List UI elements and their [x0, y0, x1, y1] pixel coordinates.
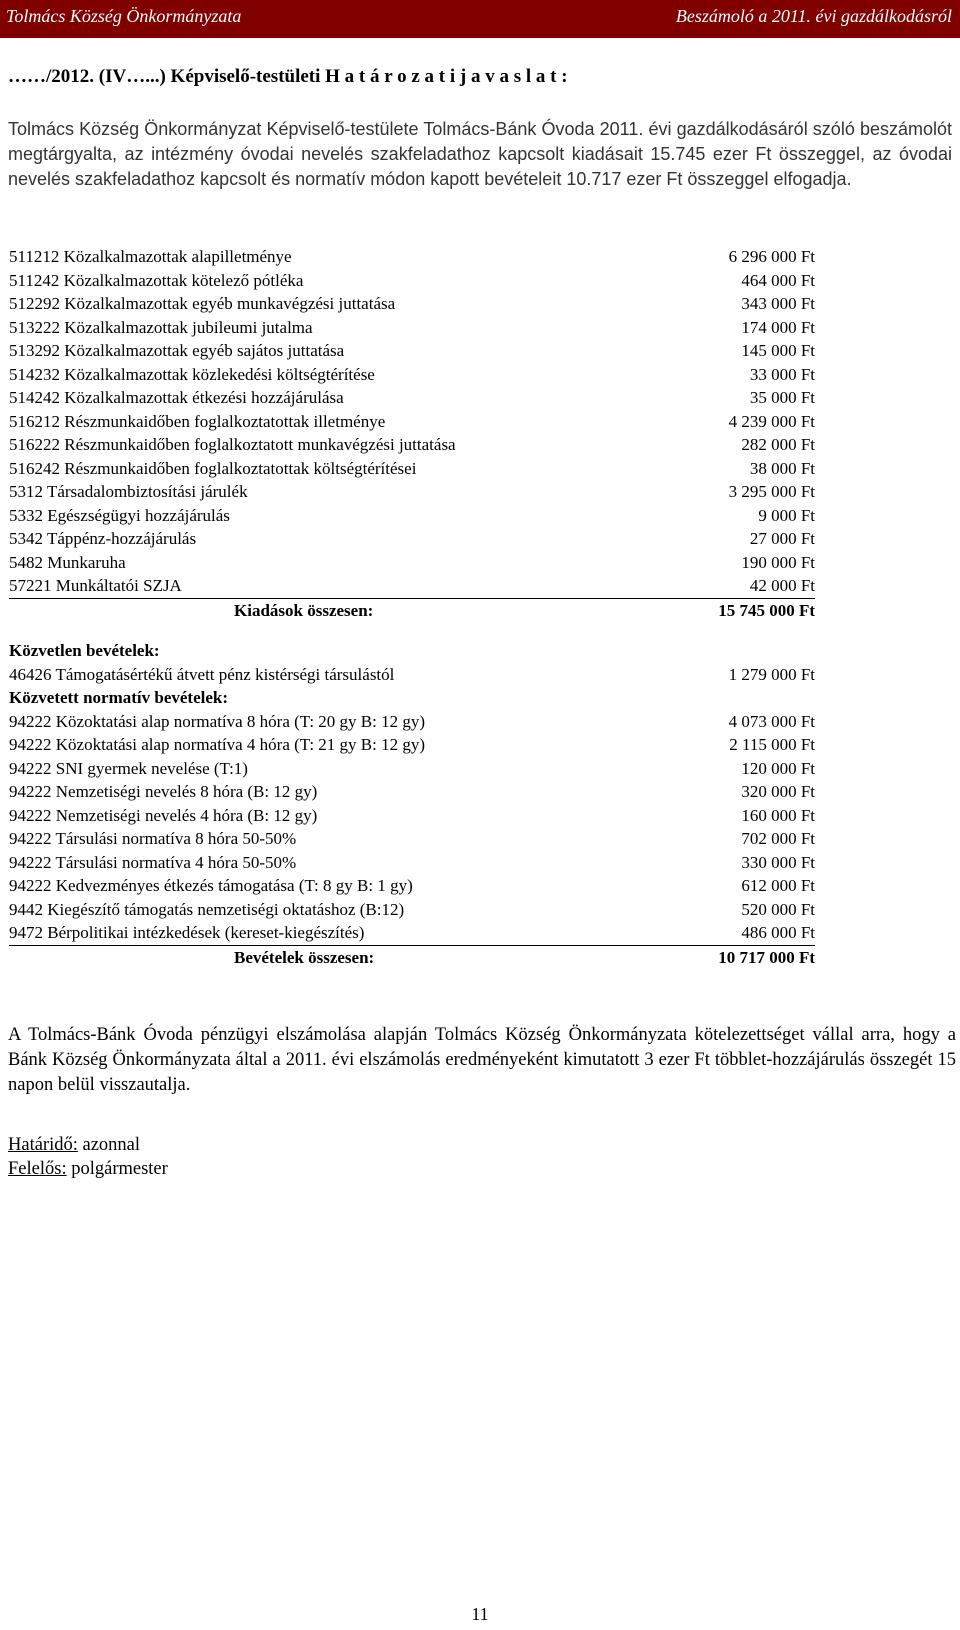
table-row [9, 827, 815, 851]
resolution-intro: Tolmács Község Önkormányzat Képviselő-testülete Tolmács-Bánk Óvoda 2011. évi gazdálkodásáról szóló beszámolót megtárgyalta, az intézmény óvodai nevelés szakfeladathoz kapcsolt kiadásait 15.745 ezer Ft összeggel, az óvodai nevelés szakfeladathoz kapcsolt és normatív módon kapott bevételeit 10.717 ezer Ft összeggel elfogadja. [8, 119, 952, 189]
table-row [9, 757, 815, 781]
row-amount: 330 000 Ft [741, 852, 815, 872]
table-row [9, 504, 815, 528]
row-label: 9472 Bérpolitikai intézkedések (kereset-kiegészítés) [9, 923, 365, 942]
direct-income-heading: Közvetlen bevételek: [9, 641, 160, 660]
table-row [9, 386, 815, 410]
table-row [9, 245, 815, 269]
expenses-total-amount: 15 745 000 Ft [718, 600, 815, 620]
row-label: 516242 Részmunkaidőben foglalkoztatottak költségtérítései [9, 458, 417, 478]
closing-paragraph: A Tolmács-Bánk Óvoda pénzügyi elszámolása alapján Tolmács Község Önkormányzata kötelezettséget vállal arra, hogy a Bánk Község Önkormányzata által a 2011. évi elszámolás eredményeként kimutatott 3 ezer Ft többlet-hozzájárulás összegét 15 napon belül visszautalja. [8, 1025, 956, 1095]
row-amount: 486 000 Ft [741, 923, 815, 942]
row-amount: 343 000 Ft [741, 294, 815, 313]
deadline-block [8, 1133, 168, 1181]
table-row [9, 733, 815, 757]
row-amount: 4 239 000 Ft [728, 411, 815, 431]
row-amount: 42 000 Ft [749, 576, 815, 595]
expenses-total-label: Kiadások összesen: [234, 600, 374, 620]
row-label: 94222 Közoktatási alap normatíva 8 hóra (T: 20 gy B: 12 gy) [9, 711, 426, 731]
row-amount: 35 000 Ft [749, 388, 815, 407]
row-label: 5482 Munkaruha [9, 552, 126, 572]
table-row [9, 457, 815, 481]
row-label: 94222 Közoktatási alap normatíva 4 hóra (T: 21 gy B: 12 gy) [9, 735, 426, 754]
table-row [9, 480, 815, 504]
responsible-line [8, 1157, 168, 1181]
row-label: 46426 Támogatásértékű átvett pénz kistérségi társulástól [9, 664, 395, 684]
page-number: 11 [471, 1604, 489, 1624]
row-amount: 464 000 Ft [741, 270, 815, 290]
row-amount: 520 000 Ft [741, 899, 815, 919]
expenses-table [9, 245, 815, 622]
income-total-label: Bevételek összesen: [234, 947, 375, 967]
row-amount: 174 000 Ft [741, 317, 815, 337]
table-row [9, 410, 815, 434]
row-label: 513222 Közalkalmazottak jubileumi jutalma [9, 317, 313, 337]
row-label: 94222 Nemzetiségi nevelés 8 hóra (B: 12 gy) [9, 782, 318, 801]
expenses-total-row [9, 599, 815, 623]
table-row [9, 316, 815, 340]
table-row [9, 363, 815, 387]
table-row [9, 851, 815, 875]
table-row [9, 898, 815, 922]
table-row [9, 804, 815, 828]
table-row [9, 551, 815, 575]
row-amount: 6 296 000 Ft [728, 247, 815, 266]
table-row [9, 339, 815, 363]
row-label: 94222 Társulási normatíva 4 hóra 50-50% [9, 852, 297, 872]
row-amount: 2 115 000 Ft [729, 735, 815, 754]
table-row [9, 874, 815, 898]
row-label: 516222 Részmunkaidőben foglalkoztatott munkavégzési juttatása [9, 435, 456, 454]
row-label: 514232 Közalkalmazottak közlekedési költségtérítése [9, 364, 375, 384]
row-label: 513292 Közalkalmazottak egyéb sajátos juttatása [9, 341, 345, 360]
row-label: 514242 Közalkalmazottak étkezési hozzájárulása [9, 388, 344, 407]
table-row [9, 527, 815, 551]
table-row [9, 433, 815, 457]
table-row [9, 780, 815, 804]
income-total-amount: 10 717 000 Ft [718, 947, 815, 967]
row-amount: 612 000 Ft [741, 876, 815, 895]
row-label: 512292 Közalkalmazottak egyéb munkavégzési juttatása [9, 294, 396, 313]
row-amount: 1 279 000 Ft [728, 664, 815, 684]
row-label: 57221 Munkáltatói SZJA [9, 576, 182, 595]
table-row [9, 921, 815, 945]
table-row [9, 574, 815, 598]
row-label: 5332 Egészségügyi hozzájárulás [9, 505, 230, 525]
page-header [0, 0, 960, 38]
row-amount: 145 000 Ft [741, 341, 815, 360]
indirect-income-heading: Közvetett normatív bevételek: [9, 688, 229, 707]
income-total-row [9, 946, 815, 970]
indirect-income-heading-row [9, 686, 815, 710]
row-label: 94222 Társulási normatíva 8 hóra 50-50% [9, 829, 297, 848]
row-amount: 38 000 Ft [749, 458, 815, 478]
row-label: 511212 Közalkalmazottak alapilletménye [9, 247, 292, 266]
header-right-text: Beszámoló a 2011. évi gazdálkodásról [675, 6, 952, 26]
responsible-label: Felelős: [8, 1159, 67, 1179]
row-label: 94222 SNI gyermek nevelése (T:1) [9, 758, 248, 778]
row-label: 5342 Táppénz-hozzájárulás [9, 529, 197, 548]
row-label: 94222 Kedvezményes étkezés támogatása (T: 8 gy B: 1 gy) [9, 876, 413, 895]
row-label: 516212 Részmunkaidőben foglalkoztatottak illetménye [9, 411, 386, 431]
header-left-text: Tolmács Község Önkormányzata [6, 6, 242, 26]
row-amount: 27 000 Ft [749, 529, 815, 548]
row-label: 94222 Nemzetiségi nevelés 4 hóra (B: 12 gy) [9, 805, 318, 825]
row-label: 5312 Társadalombiztosítási járulék [9, 482, 248, 501]
deadline-line [8, 1133, 168, 1157]
table-row [9, 292, 815, 316]
table-row [9, 710, 815, 734]
row-label: 511242 Közalkalmazottak kötelező pótléka [9, 270, 304, 290]
income-table [9, 639, 815, 969]
deadline-value: azonnal [77, 1135, 141, 1155]
deadline-label: Határidő: [8, 1135, 78, 1155]
table-row [9, 663, 815, 687]
resolution-title: ……/2012. (IV…...) Képviselő-testületi H a t á r o z a t i j a v a s l a t : [8, 66, 568, 87]
row-amount: 3 295 000 Ft [728, 482, 815, 501]
row-amount: 160 000 Ft [741, 805, 815, 825]
row-amount: 282 000 Ft [741, 435, 815, 454]
row-amount: 9 000 Ft [758, 505, 815, 525]
row-amount: 120 000 Ft [741, 758, 815, 778]
row-amount: 4 073 000 Ft [728, 711, 815, 731]
responsible-value: polgármester [66, 1159, 168, 1179]
table-row [9, 269, 815, 293]
row-amount: 702 000 Ft [741, 829, 815, 848]
row-amount: 190 000 Ft [741, 552, 815, 572]
row-amount: 33 000 Ft [749, 364, 815, 384]
row-amount: 320 000 Ft [741, 782, 815, 801]
row-label: 9442 Kiegészítő támogatás nemzetiségi oktatáshoz (B:12) [9, 899, 405, 919]
direct-income-heading-row [9, 639, 815, 663]
